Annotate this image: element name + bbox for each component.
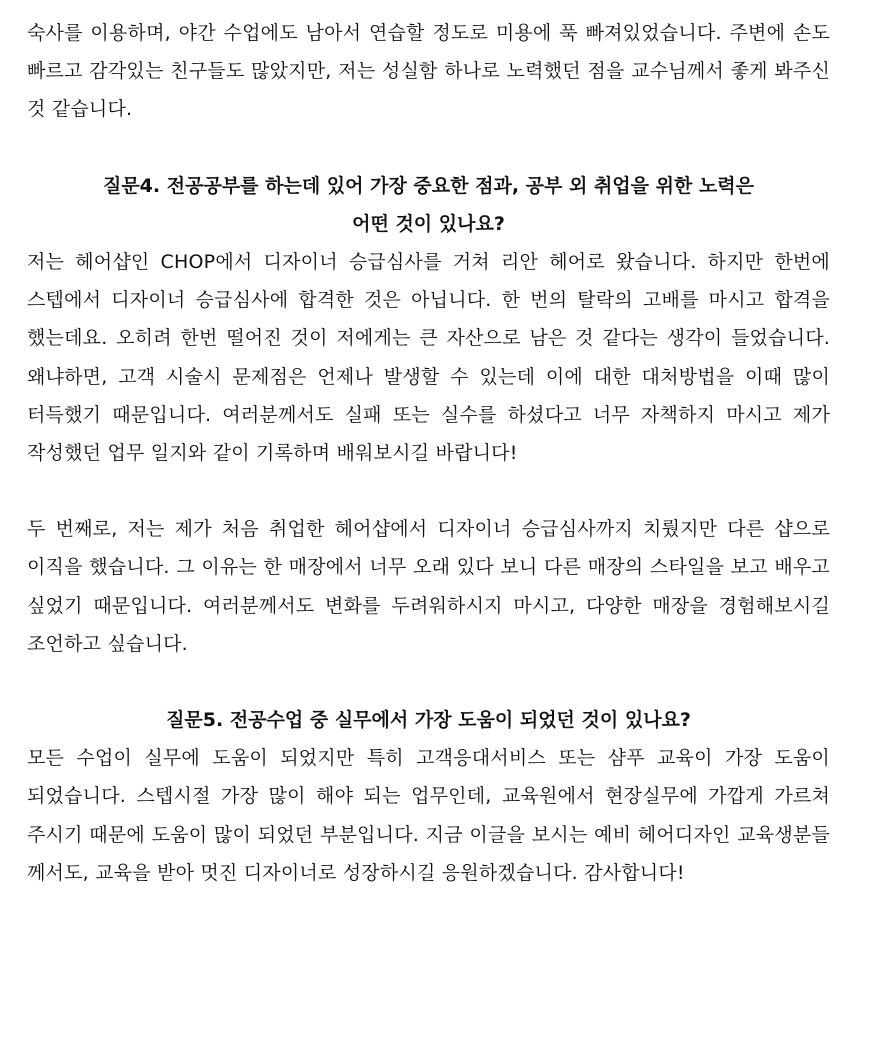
spacer <box>27 663 830 701</box>
intro-paragraph: 숙사를 이용하며, 야간 수업에도 남아서 연습할 정도로 미용에 푹 빠져있었습니다. 주변에 손도 빠르고 감각있는 친구들도 많았지만, 저는 성실함 하나로 노력했던 점을 교수님께서 좋게 봐주신 것 같습니다. <box>27 22 830 121</box>
question-4-heading-line-2: 어떤 것이 있나요? <box>352 212 505 235</box>
spacer <box>27 129 830 167</box>
document-body <box>27 14 830 892</box>
question-4-heading-line-1: 질문4. 전공공부를 하는데 있어 가장 중요한 점과, 공부 외 취업을 위한 노력은 <box>102 174 755 197</box>
question-4-answer-paragraph-2: 두 번째로, 저는 제가 처음 취업한 헤어샵에서 디자이너 승급심사까지 치뤘지만 다른 샵으로 이직을 했습니다. 그 이유는 한 매장에서 너무 오래 있다 보니 다른 매장의 스타일을 보고 배우고 싶었기 때문입니다. 여러분께서도 변화를 두려워하시지 마시고, 다양한 매장을 경험해보시길 조언하고 싶습니다. <box>27 518 830 655</box>
question-5-answer-paragraph: 모든 수업이 실무에 도움이 되었지만 특히 고객응대서비스 또는 샴푸 교육이 가장 도움이 되었습니다. 스텝시절 가장 많이 해야 되는 업무인데, 교육원에서 현장실무에 가깝게 가르쳐 주시기 때문에 도움이 많이 되었던 부분입니다. 지금 이글을 보시는 예비 헤어디자인 교육생분들 께서도, 교육을 받아 멋진 디자이너로 성장하시길 응원하겠습니다. 감사합니다! <box>27 747 830 884</box>
question-5-heading: 질문5. 전공수업 중 실무에서 가장 도움이 되었던 것이 있나요? <box>166 709 691 732</box>
spacer <box>27 472 830 510</box>
question-4-answer-paragraph-1: 저는 헤어샵인 CHOP에서 디자이너 승급심사를 거쳐 리안 헤어로 왔습니다. 하지만 한번에 스텝에서 디자이너 승급심사에 합격한 것은 아닙니다. 한 번의 탈락의 고배를 마시고 합격을 했는데요. 오히려 한번 떨어진 것이 저에게는 큰 자산으로 남은 것 같다는 생각이 들었습니다. 왜냐하면, 고객 시술시 문제점은 언제나 발생할 수 있는데 이에 대한 대처방법을 이때 많이 터득했기 때문입니다. 여러분께서도 실패 또는 실수를 하셨다고 너무 자책하지 마시고 제가 작성했던 업무 일지와 같이 기록하며 배워보시길 바랍니다! <box>27 251 830 465</box>
question-4-heading <box>27 167 830 243</box>
